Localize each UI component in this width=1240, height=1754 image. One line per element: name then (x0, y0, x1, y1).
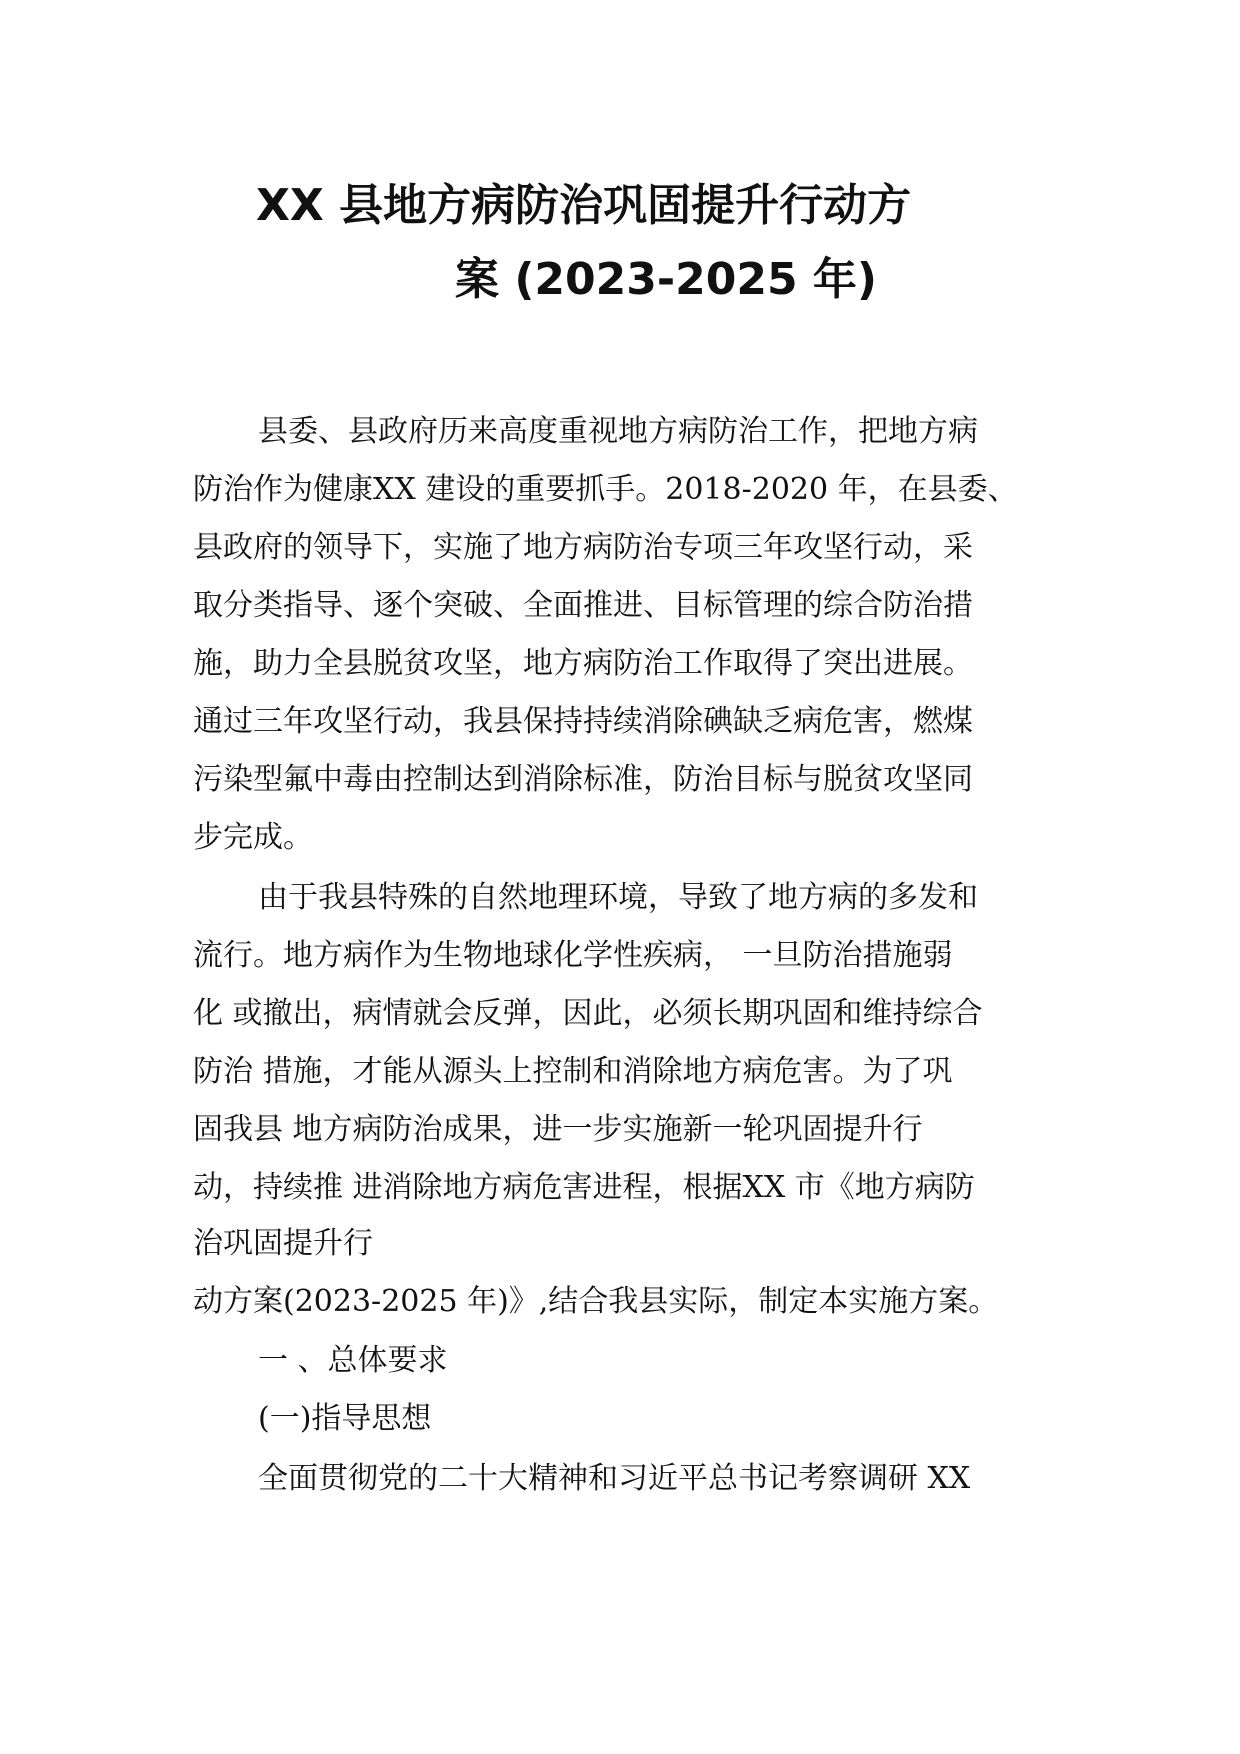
paragraph-line: 通过三年攻坚行动，我县保持持续消除碘缺乏病危害，燃煤 (193, 704, 973, 739)
document-title-line-1: XX 县地方病防治巩固提升行动方 (256, 180, 912, 231)
paragraph-line: 污染型氟中毒由控制达到消除标准，防治目标与脱贫攻坚同 (193, 762, 973, 797)
paragraph-line: 防治 措施，才能从源头上控制和消除地方病危害。为了巩 (193, 1054, 953, 1089)
document-title-line-2: 案 (2023-2025 年) (455, 254, 878, 305)
paragraph-line: 动，持续推 进消除地方病危害进程，根据XX 市《地方病防 (193, 1170, 975, 1205)
paragraph-line: 化 或撤出，病情就会反弹，因此，必须长期巩固和维持综合 (193, 996, 983, 1031)
paragraph-line: 治巩固提升行 (193, 1226, 373, 1261)
paragraph-line: 步完成。 (193, 820, 313, 855)
paragraph-line: 固我县 地方病防治成果，进一步实施新一轮巩固提升行 (193, 1112, 923, 1147)
paragraph-line: 施，助力全县脱贫攻坚，地方病防治工作取得了突出进展。 (193, 646, 973, 681)
paragraph-line: 防治作为健康XX 建设的重要抓手。2018-2020 年，在县委、 (193, 472, 1018, 507)
paragraph-line: 动方案(2023-2025 年)》,结合我县实际，制定本实施方案。 (193, 1284, 999, 1319)
paragraph-line: 取分类指导、逐个突破、全面推进、目标管理的综合防治措 (193, 588, 973, 623)
paragraph-line: 县委、县政府历来高度重视地方病防治工作，把地方病 (258, 414, 978, 449)
paragraph-line: 县政府的领导下，实施了地方病防治专项三年攻坚行动，采 (193, 530, 973, 565)
paragraph-line: 流行。地方病作为生物地球化学性疾病， 一旦防治措施弱 (193, 938, 953, 973)
subsection-heading: (一)指导思想 (258, 1401, 432, 1436)
section-heading: 一 、总体要求 (258, 1343, 448, 1378)
paragraph-line: 由于我县特殊的自然地理环境，导致了地方病的多发和 (258, 880, 978, 915)
paragraph-3-line: 全面贯彻党的二十大精神和习近平总书记考察调研 XX (258, 1461, 971, 1496)
